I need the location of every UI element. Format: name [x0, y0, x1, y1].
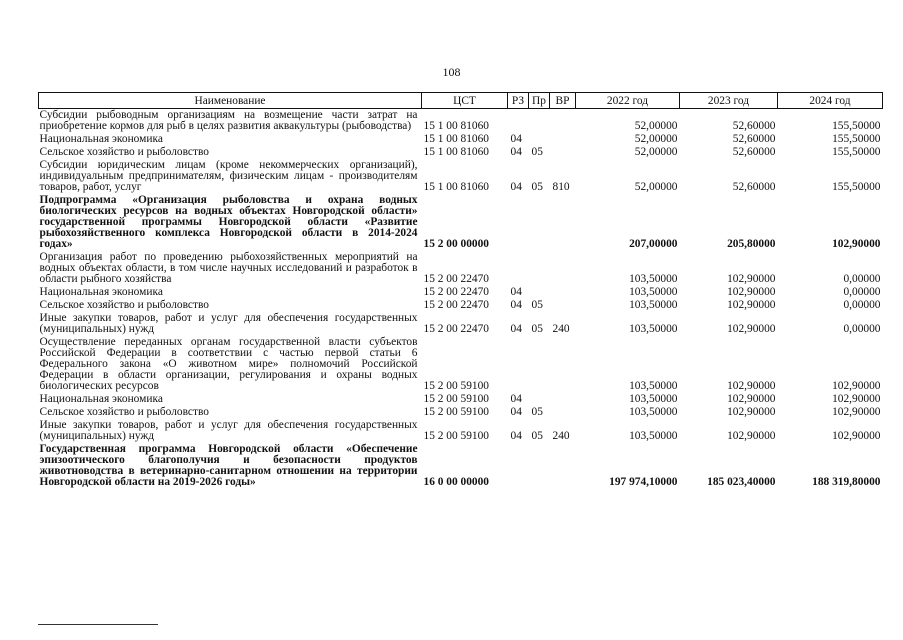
- cell-cst: 15 2 00 59100: [423, 393, 489, 405]
- cell-2024: 155,50000: [832, 146, 881, 158]
- table-header: [39, 93, 883, 109]
- cell-2024: 0,00000: [843, 299, 881, 311]
- cell-name: Сельское хозяйство и рыболовство: [39, 146, 209, 158]
- cell-cst: 15 2 00 22470: [423, 286, 489, 298]
- cell-2024: 102,90000: [832, 238, 881, 250]
- cell-cst: 15 1 00 81060: [423, 146, 489, 158]
- cell-pr: [529, 109, 550, 134]
- table-row: [39, 393, 883, 406]
- cell-name: Подпрограмма «Организация рыболовства и охрана водных биологических ресурсов на водных объектах Новгородской области» государственной программы Новгородской области «Развитие рыбохозяйственного комплекса Новгородской области в 2014-2024 годах»: [39, 194, 418, 250]
- header-pr: Пр: [529, 93, 550, 109]
- cell-2024: 102,90000: [832, 406, 881, 418]
- cell-2023: 52,60000: [732, 146, 776, 158]
- cell-cst: 15 2 00 59100: [423, 406, 489, 418]
- table-row: [39, 443, 883, 489]
- cell-cst: 15 1 00 81060: [423, 181, 489, 193]
- cell-2024: 155,50000: [832, 133, 881, 145]
- cell-2022: 103,50000: [629, 380, 678, 392]
- cell-pr: 05: [531, 181, 543, 193]
- cell-cst: 15 2 00 22470: [423, 299, 489, 311]
- cell-name: Национальная экономика: [39, 286, 163, 298]
- cell-vr: [550, 251, 576, 286]
- cell-pr: [529, 336, 550, 393]
- cell-pr: 05: [531, 430, 543, 442]
- cell-2022: 207,00000: [629, 238, 678, 250]
- cell-rz: 04: [510, 299, 522, 311]
- table-row: [39, 406, 883, 419]
- cell-2023: 52,60000: [732, 120, 776, 132]
- header-name: Наименование: [39, 93, 422, 109]
- table-row: [39, 146, 883, 159]
- cell-2024: 0,00000: [843, 286, 881, 298]
- cell-rz: 04: [510, 286, 522, 298]
- cell-vr: [550, 393, 576, 406]
- cell-name: Государственная программа Новгородской области «Обеспечение эпизоотического благополучия и безопасности продуктов животноводства в ветеринарно-санитарном отношении на территории Новгородской области на 2019-2026 годы»: [39, 443, 418, 488]
- table-row: [39, 109, 883, 134]
- cell-cst: 15 2 00 22470: [423, 323, 489, 335]
- cell-pr: 05: [531, 406, 543, 418]
- header-rz: РЗ: [508, 93, 529, 109]
- cell-2022: 103,50000: [629, 393, 678, 405]
- header-2022: 2022 год: [576, 93, 680, 109]
- cell-cst: 15 2 00 59100: [423, 430, 489, 442]
- header-2023: 2023 год: [680, 93, 778, 109]
- cell-rz: 04: [510, 406, 522, 418]
- cell-cst: 15 2 00 59100: [423, 380, 489, 392]
- cell-2022: 52,00000: [634, 181, 678, 193]
- header-cst: ЦСТ: [422, 93, 508, 109]
- cell-vr: [550, 299, 576, 312]
- cell-2022: 103,50000: [629, 430, 678, 442]
- cell-pr: [529, 251, 550, 286]
- table-row: [39, 419, 883, 443]
- cell-pr: [529, 286, 550, 299]
- table-row: [39, 299, 883, 312]
- table-row: [39, 133, 883, 146]
- cell-pr: [529, 194, 550, 251]
- cell-2024: 0,00000: [843, 273, 881, 285]
- table-row: [39, 159, 883, 194]
- cell-2024: 155,50000: [832, 181, 881, 193]
- cell-rz: [508, 336, 529, 393]
- cell-rz: 04: [510, 181, 522, 193]
- cell-2022: 52,00000: [634, 146, 678, 158]
- header-vr: ВР: [550, 93, 576, 109]
- cell-pr: 05: [531, 323, 543, 335]
- cell-name: Сельское хозяйство и рыболовство: [39, 299, 209, 311]
- header-2024: 2024 год: [778, 93, 883, 109]
- cell-name: Организация работ по проведению рыбохозяйственных мероприятий на водных объектах области, в том числе научных исследований и разработок в области рыбного хозяйства: [39, 251, 418, 285]
- cell-2024: 188 319,80000: [812, 476, 881, 488]
- cell-rz: 04: [510, 323, 522, 335]
- cell-rz: [508, 251, 529, 286]
- cell-cst: 15 2 00 00000: [423, 238, 489, 250]
- cell-2023: 52,60000: [732, 133, 776, 145]
- cell-name: Национальная экономика: [39, 133, 163, 145]
- cell-2024: 0,00000: [843, 323, 881, 335]
- cell-pr: 05: [531, 299, 543, 311]
- table-row: [39, 251, 883, 286]
- cell-vr: 240: [552, 323, 570, 335]
- cell-rz: [508, 109, 529, 134]
- cell-2023: 102,90000: [727, 273, 776, 285]
- cell-cst: 16 0 00 00000: [423, 476, 489, 488]
- cell-rz: 04: [510, 133, 522, 145]
- cell-pr: 05: [531, 146, 543, 158]
- table-body: [39, 109, 883, 490]
- cell-pr: [529, 443, 550, 489]
- cell-2022: 103,50000: [629, 273, 678, 285]
- cell-name: Сельское хозяйство и рыболовство: [39, 406, 209, 418]
- cell-cst: 15 2 00 22470: [423, 273, 489, 285]
- table-row: [39, 194, 883, 251]
- cell-name: Осуществление переданных органам государственной власти субъектов Российской Федерации в соответствии с частью первой статьи 6 Федерального закона «О животном мире» полномочий Российской Федерации в области организации, регулирования и охраны водных биологических ресурсов: [39, 336, 418, 392]
- cell-2023: 102,90000: [727, 286, 776, 298]
- cell-2024: 155,50000: [832, 120, 881, 132]
- cell-vr: 240: [552, 430, 570, 442]
- table-row: [39, 312, 883, 336]
- cell-2023: 205,80000: [727, 238, 776, 250]
- cell-2023: 52,60000: [732, 181, 776, 193]
- cell-2023: 102,90000: [727, 430, 776, 442]
- cell-vr: [550, 443, 576, 489]
- table-row: [39, 336, 883, 393]
- cell-2022: 103,50000: [629, 286, 678, 298]
- cell-name: Иные закупки товаров, работ и услуг для обеспечения государственных (муниципальных) нужд: [39, 312, 418, 335]
- cell-rz: 04: [510, 393, 522, 405]
- budget-table: [38, 92, 883, 489]
- footnote-divider: [38, 624, 158, 625]
- page-number: 108: [442, 65, 461, 79]
- cell-vr: [550, 194, 576, 251]
- cell-2022: 52,00000: [634, 120, 678, 132]
- cell-2023: 185 023,40000: [707, 476, 776, 488]
- cell-rz: 04: [510, 430, 522, 442]
- cell-2022: 103,50000: [629, 299, 678, 311]
- cell-2023: 102,90000: [727, 380, 776, 392]
- cell-name: Национальная экономика: [39, 393, 163, 405]
- cell-2023: 102,90000: [727, 406, 776, 418]
- cell-name: Субсидии юридическим лицам (кроме некоммерческих организаций), индивидуальным предпринимателям, физическим лицам - производителям товаров, работ, услуг: [39, 159, 418, 193]
- cell-vr: [550, 406, 576, 419]
- cell-pr: [529, 393, 550, 406]
- cell-2022: 103,50000: [629, 323, 678, 335]
- cell-vr: [550, 336, 576, 393]
- cell-pr: [529, 133, 550, 146]
- cell-2024: 102,90000: [832, 380, 881, 392]
- cell-name: Иные закупки товаров, работ и услуг для обеспечения государственных (муниципальных) нужд: [39, 419, 418, 442]
- cell-rz: [508, 443, 529, 489]
- cell-rz: [508, 194, 529, 251]
- cell-2022: 197 974,10000: [609, 476, 678, 488]
- cell-rz: 04: [510, 146, 522, 158]
- cell-2022: 103,50000: [629, 406, 678, 418]
- cell-2023: 102,90000: [727, 393, 776, 405]
- cell-cst: 15 1 00 81060: [423, 133, 489, 145]
- cell-2023: 102,90000: [727, 299, 776, 311]
- cell-2022: 52,00000: [634, 133, 678, 145]
- cell-2024: 102,90000: [832, 430, 881, 442]
- cell-2023: 102,90000: [727, 323, 776, 335]
- cell-name: Субсидии рыбоводным организациям на возмещение части затрат на приобретение кормов для рыб в целях развития аквакультуры (рыбоводства): [39, 109, 418, 132]
- cell-vr: 810: [552, 181, 570, 193]
- table-row: [39, 286, 883, 299]
- cell-vr: [550, 286, 576, 299]
- cell-vr: [550, 133, 576, 146]
- cell-2024: 102,90000: [832, 393, 881, 405]
- cell-vr: [550, 109, 576, 134]
- cell-vr: [550, 146, 576, 159]
- cell-cst: 15 1 00 81060: [423, 120, 489, 132]
